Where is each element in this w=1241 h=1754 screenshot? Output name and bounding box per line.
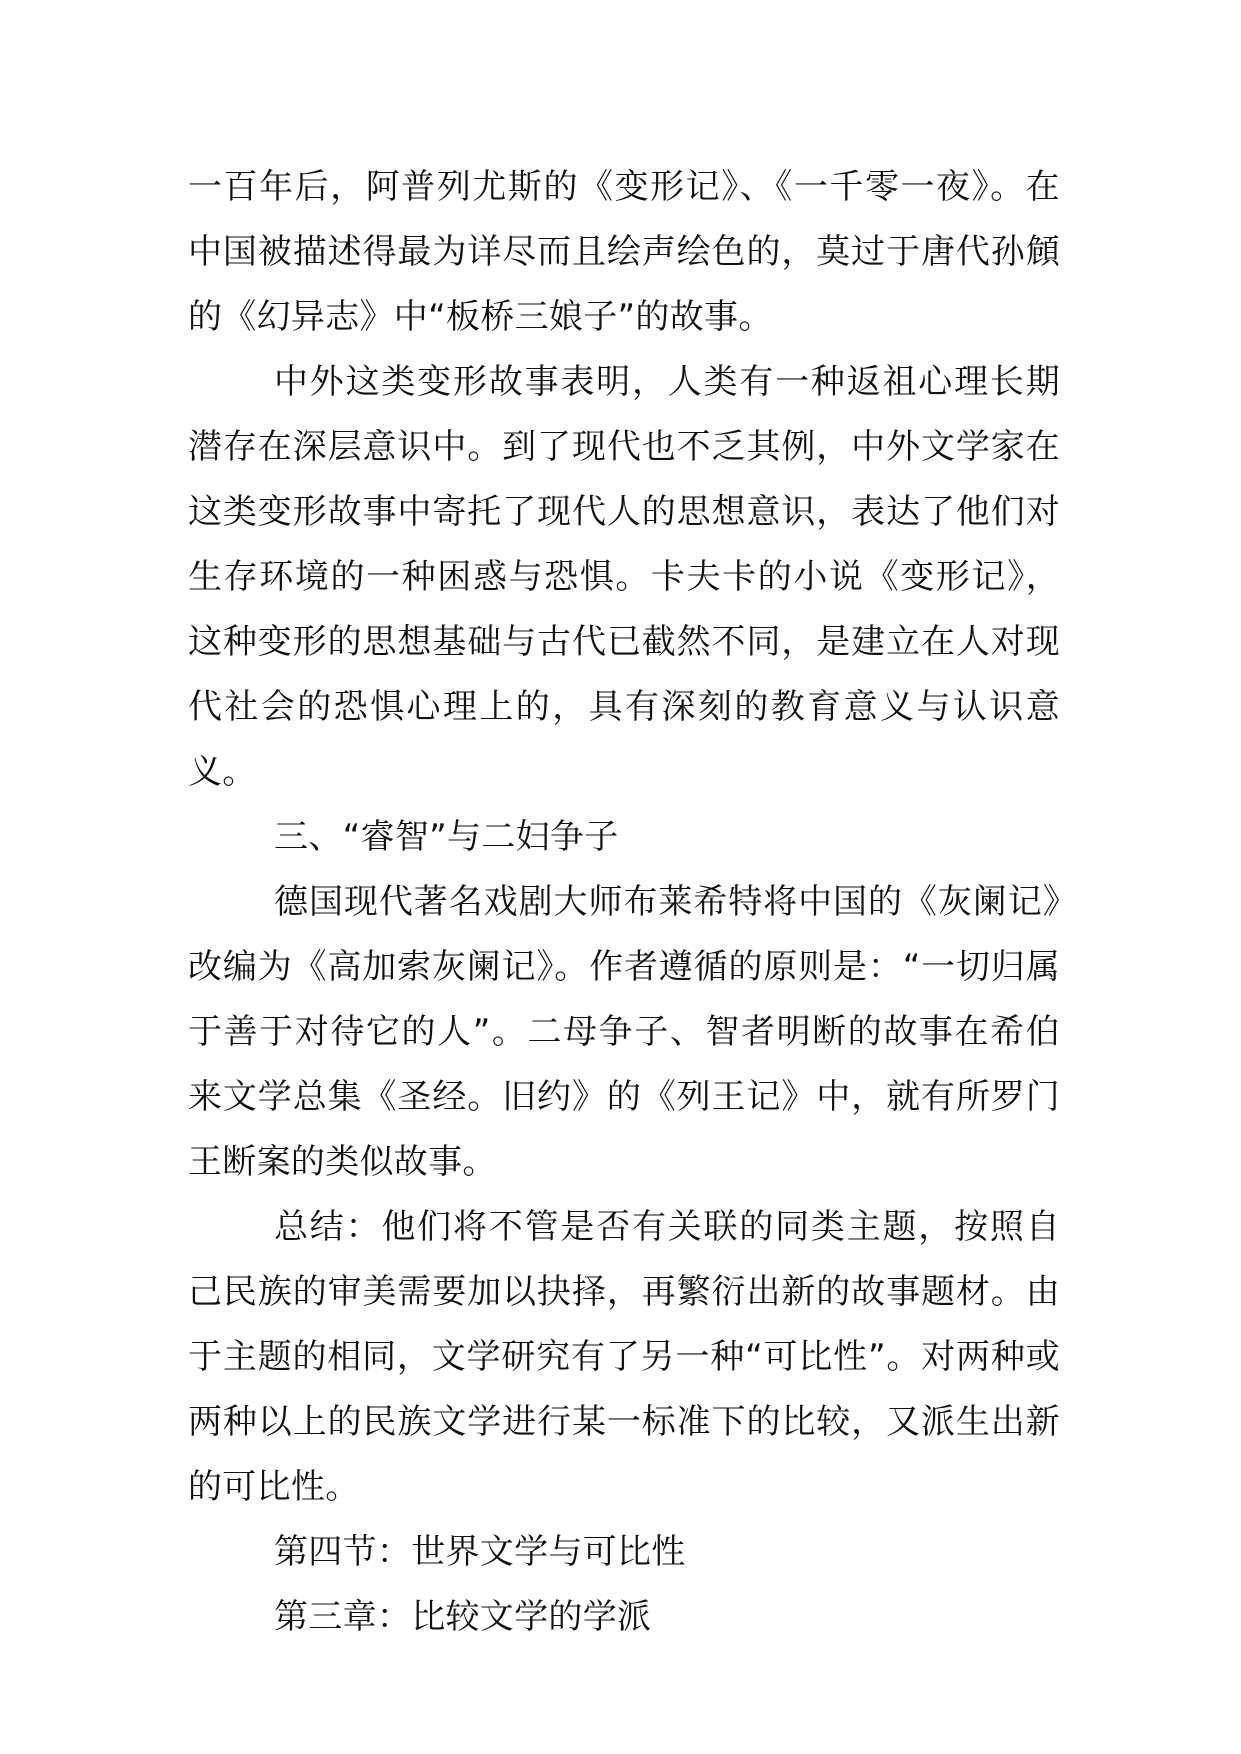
paragraph-continuation: 一百年后，阿普列尤斯的《变形记》、《一千零一夜》。在中国被描述得最为详尽而且绘声绘色的，莫过于唐代孙頠的《幻异志》中“板桥三娘子”的故事。 [188,167,1060,337]
section-heading-wisdom: 三、“睿智”与二妇争子 [274,817,619,857]
chapter-heading-schools: 第三章：比较文学的学派 [274,1597,652,1637]
paragraph-metamorphosis-stories: 中外这类变形故事表明，人类有一种返祖心理长期潜存在深层意识中。到了现代也不乏其例，中外文学家在这类变形故事中寄托了现代人的思想意识，表达了他们对生存环境的一种困惑与恐惧。卡夫卡的小说《变形记》，这种变形的思想基础与古代已截然不同，是建立在人对现代社会的恐惧心理上的，具有深刻的教育意义与认识意义。 [188,362,1060,792]
document-page [188,155,1060,1650]
paragraph-summary: 总结：他们将不管是否有关联的同类主题，按照自己民族的审美需要加以抉择，再繁衍出新的故事题材。由于主题的相同，文学研究有了另一种“可比性”。对两种或两种以上的民族文学进行某一标准下的比较，又派生出新的可比性。 [188,1207,1060,1507]
paragraph-chalk-circle: 德国现代著名戏剧大师布莱希特将中国的《灰阑记》改编为《高加索灰阑记》。作者遵循的原则是：“一切归属于善于对待它的人”。二母争子、智者明断的故事在希伯来文学总集《圣经。旧约》的《列王记》中，就有所罗门王断案的类似故事。 [188,882,1060,1182]
section-heading-world-literature: 第四节：世界文学与可比性 [274,1532,686,1572]
